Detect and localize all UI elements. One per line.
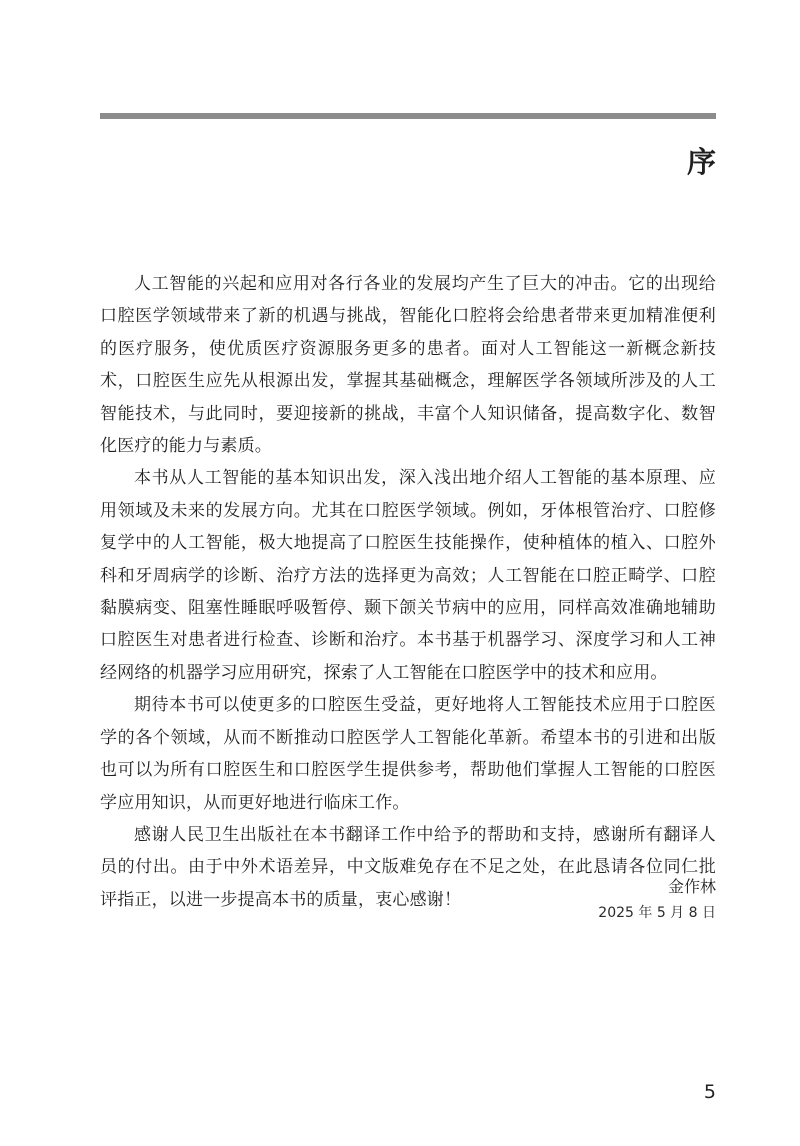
preface-body bbox=[100, 268, 716, 916]
paragraph: 感谢人民卫生出版社在本书翻译工作中给予的帮助和支持，感谢所有翻译人员的付出。由于中外术语差异，中文版难免存在不足之处，在此恳请各位同仁批评指正，以进一步提高本书的质量，衷心感谢！ bbox=[100, 824, 716, 910]
paragraph: 本书从人工智能的基本知识出发，深入浅出地介绍人工智能的基本原理、应用领域及未来的发展方向。尤其在口腔医学领域。例如，牙体根管治疗、口腔修复学中的人工智能，极大地提高了口腔医生技能操作，使种植体的植入、口腔外科和牙周病学的诊断、治疗方法的选择更为高效；人工智能在口腔正畸学、口腔黏膜病变、阻塞性睡眠呼吸暂停、颞下颌关节病中的应用，同样高效准确地辅助口腔医生对患者进行检查、诊断和治疗。本书基于机器学习、深度学习和人工神经网络的机器学习应用研究，探索了人工智能在口腔医学中的技术和应用。 bbox=[100, 468, 716, 683]
signature-block bbox=[598, 874, 716, 926]
signature-date: 2025 年 5 月 8 日 bbox=[598, 905, 716, 921]
header-rule bbox=[100, 113, 716, 119]
page-number: 5 bbox=[703, 1081, 716, 1103]
paragraph: 期待本书可以使更多的口腔医生受益，更好地将人工智能技术应用于口腔医学的各个领域，从而不断推动口腔医学人工智能化革新。希望本书的引进和出版也可以为所有口腔医生和口腔医学生提供参考，帮助他们掌握人工智能的口腔医学应用知识，从而更好地进行临床工作。 bbox=[100, 695, 716, 813]
author-name: 金作林 bbox=[667, 877, 716, 896]
paragraph: 人工智能的兴起和应用对各行各业的发展均产生了巨大的冲击。它的出现给口腔医学领域带来了新的机遇与挑战，智能化口腔将会给患者带来更加精准便利的医疗服务，使优质医疗资源服务更多的患者。面对人工智能这一新概念新技术，口腔医生应先从根源出发，掌握其基础概念，理解医学各领域所涉及的人工智能技术，与此同时，要迎接新的挑战，丰富个人知识储备，提高数字化、数智化医疗的能力与素质。 bbox=[100, 274, 716, 457]
page-title: 序 bbox=[686, 145, 716, 179]
